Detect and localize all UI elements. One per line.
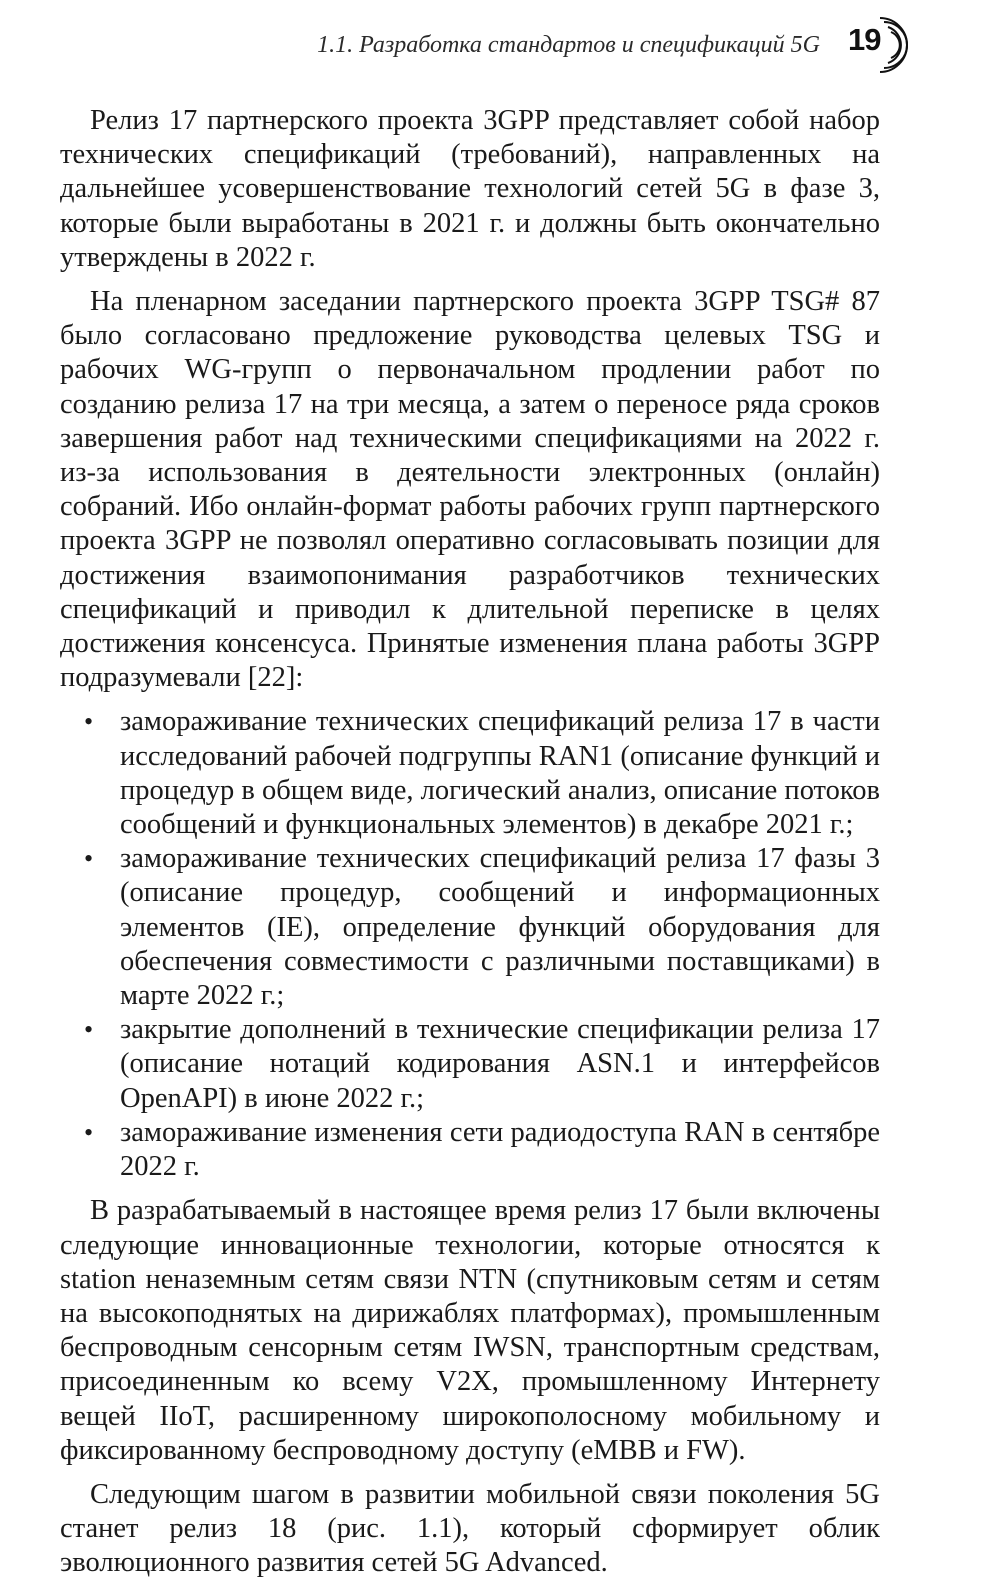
list-item: [60, 705, 880, 842]
bullet-icon: •: [84, 1015, 94, 1045]
paragraph: Релиз 17 партнерского проекта 3GPP представляет собой набор технических спецификаций (требований), направленных на дальнейшее усовершенствование технологий сетей 5G в фазе 3, которые были выработаны в 2021 г. и должны быть окончательно утверждены в 2022 г.: [60, 105, 880, 273]
paragraph: В разрабатываемый в настоящее время релиз 17 были включены следующие инновационные технологии, которые относятся к station неназемным сетям связи NTN (спутниковым сетям и сетям на высокоподнятых на дирижаблях платформах), промышленным беспроводным сенсорным сетям IWSN, транспортным средствам, присоединенным ко всему V2X, промышленному Интернету вещей IIoT, расширенному широкополосному мобильному и фиксированному беспроводному доступу (eMBB и FW).: [60, 1195, 880, 1466]
bullet-icon: •: [84, 707, 94, 737]
list-item-text: замораживание изменения сети радиодоступа RAN в сентябре 2022 г.: [120, 1116, 880, 1183]
list-item: [60, 842, 880, 1013]
list-item: [60, 1013, 880, 1116]
list-item-text: замораживание технических спецификаций релиза 17 фазы 3 (описание процедур, сообщений и информационных элементов (IE), определение функций оборудования для обеспечения совместимости с различными поставщиками) в марте 2022 г.;: [120, 843, 880, 1012]
list-item-text: закрытие дополнений в технические спецификации релиза 17 (описание нотаций кодирования ASN.1 и интерфейсов OpenAPI) в июне 2022 г.;: [120, 1014, 880, 1114]
paragraph: На пленарном заседании партнерского проекта 3GPP TSG# 87 было согласовано предложение руководства целевых TSG и рабочих WG-групп о первоначальном продлении работ по созданию релиза 17 на три месяца, а затем о переносе ряда сроков завершения работ над техническими спецификациями на 2022 г. из-за использования в деятельности электронных (онлайн) собраний. Ибо онлайн-формат работы рабочих групп партнерского проекта 3GPP не позволял оперативно согласовывать позиции для достижения взаимопонимания разработчиков технических спецификаций и приводил к длительной переписке в целях достижения консенсуса. Принятые изменения плана работы 3GPP подразумевали [22]:: [60, 286, 880, 694]
bullet-icon: •: [84, 844, 94, 874]
list-item-text: замораживание технических спецификаций релиза 17 в части исследований рабочей подгруппы RAN1 (описание функций и процедур в общем виде, логический анализ, описание потоков сообщений и функциональных элементов) в декабре 2021 г.;: [120, 706, 880, 841]
list-item: [60, 1116, 880, 1184]
body-text: [60, 104, 880, 1591]
bullet-icon: •: [84, 1117, 94, 1147]
paragraph: Следующим шагом в развитии мобильной связи поколения 5G станет релиз 18 (рис. 1.1), который сформирует облик эволюционного развития сетей 5G Advanced.: [60, 1478, 880, 1579]
bullet-list: [60, 705, 880, 1184]
page-number: 19: [848, 22, 881, 57]
running-head-title: 1.1. Разработка стандартов и спецификаций 5G: [317, 32, 820, 58]
